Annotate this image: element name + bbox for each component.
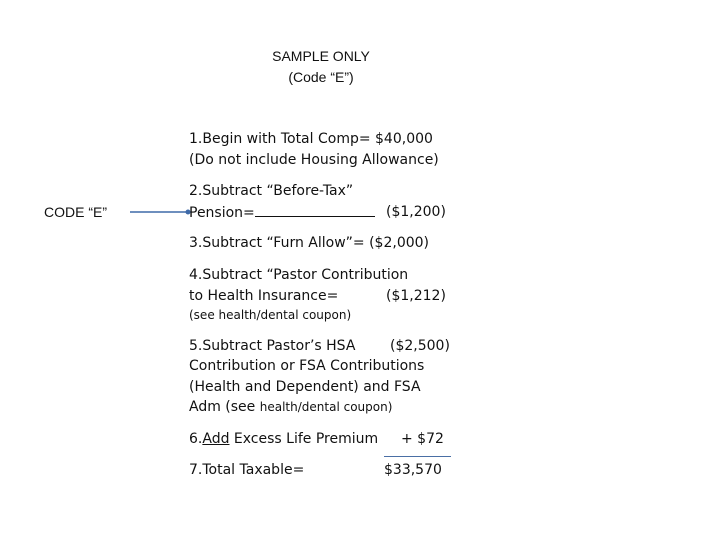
- step4-line1: 4.Subtract “Pastor Contribution: [189, 267, 409, 283]
- step4-note: (see health/dental coupon): [189, 308, 352, 322]
- step5-line1-label: 5.Subtract Pastor’s HSA: [189, 338, 356, 354]
- step6-line: [189, 431, 378, 447]
- step2-line1: 2.Subtract “Before-Tax”: [189, 183, 354, 199]
- step3-line1: 3.Subtract “Furn Allow”= ($2,000): [189, 235, 429, 251]
- step5-line3: (Health and Dependent) and FSA: [189, 379, 421, 395]
- step5-line4: [189, 399, 392, 415]
- step7-label: 7.Total Taxable=: [189, 462, 305, 478]
- step5-line2: Contribution or FSA Contributions: [189, 358, 425, 374]
- total-rule: [384, 456, 451, 457]
- step4-value: ($1,212): [386, 288, 446, 304]
- step7-value: $33,570: [384, 462, 442, 478]
- step5-line4-a: Adm (see: [189, 399, 260, 415]
- arrow-connector: [128, 205, 192, 219]
- step2-blank-line: [255, 204, 375, 217]
- step5-line4-b: health/dental coupon): [259, 400, 393, 414]
- header-subtitle: (Code “E”): [288, 69, 354, 85]
- step4-line2-label: to Health Insurance=: [189, 288, 339, 304]
- step2-pension-label: Pension=: [189, 205, 255, 221]
- step1-line2: (Do not include Housing Allowance): [189, 152, 439, 168]
- step2-line2-label: [189, 204, 375, 221]
- step6-rest: Excess Life Premium: [229, 431, 379, 447]
- step6-value: + $72: [401, 431, 444, 447]
- step6-prefix: 6.: [189, 431, 203, 447]
- header-title: SAMPLE ONLY: [272, 48, 370, 64]
- step5-value: ($2,500): [390, 338, 450, 354]
- code-label: CODE “E”: [44, 204, 107, 220]
- step6-add-underlined: Add: [202, 431, 230, 447]
- step1-line1: 1.Begin with Total Comp= $40,000: [189, 131, 433, 147]
- step2-value: ($1,200): [386, 204, 446, 220]
